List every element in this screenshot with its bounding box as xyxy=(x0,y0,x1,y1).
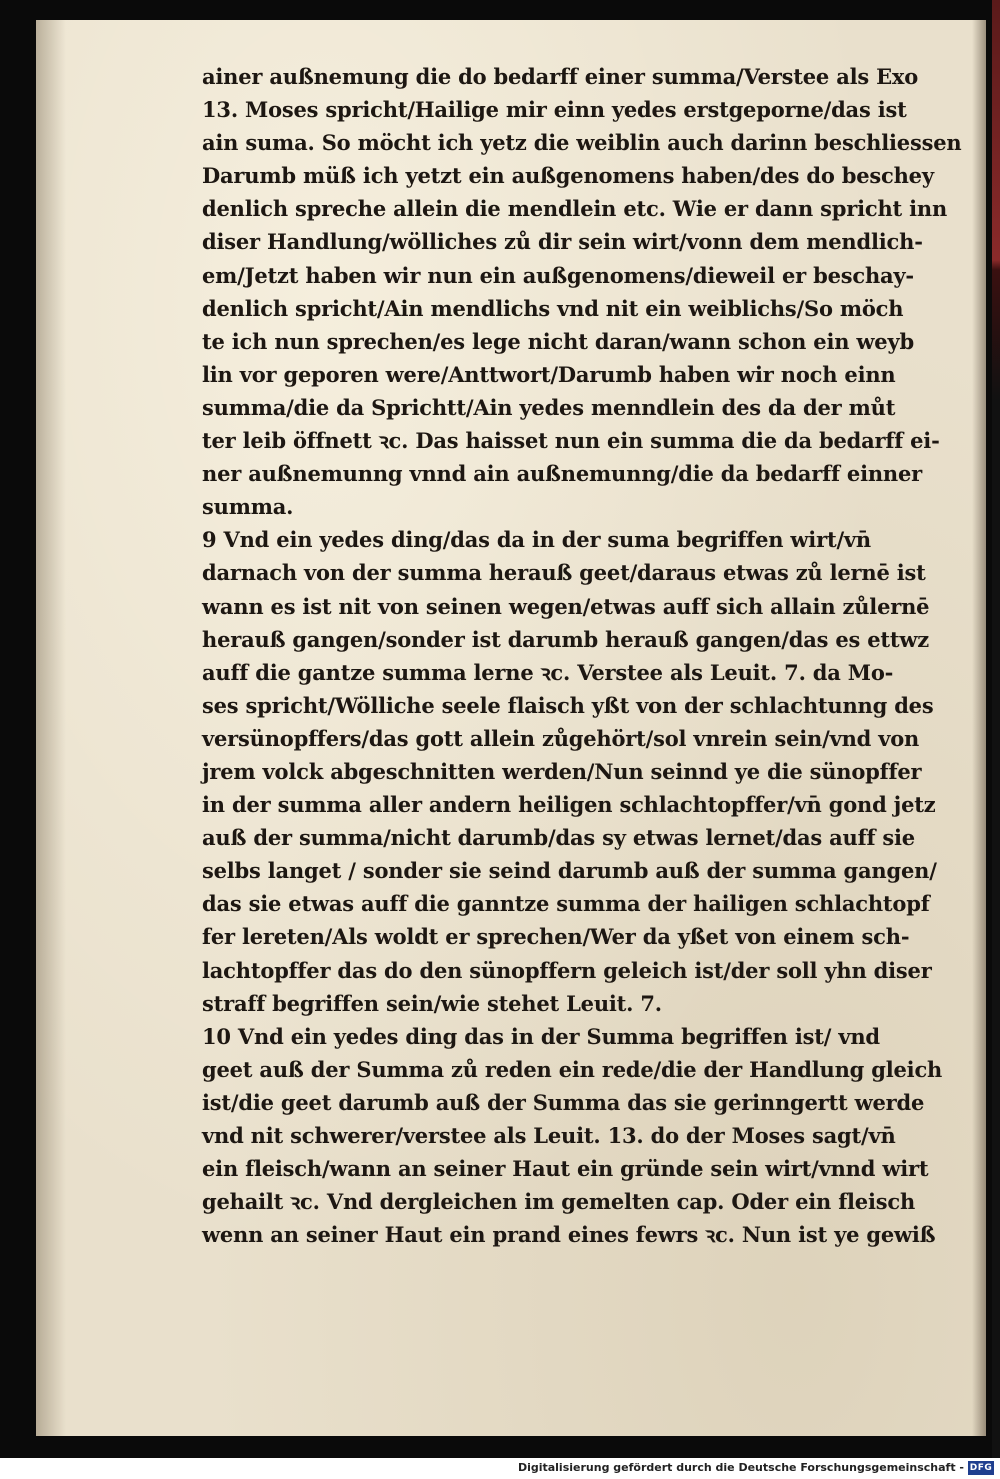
text-line: ner außnemunng vnnd ain außnemunng/die da bedarff einner xyxy=(202,461,923,487)
text-line: vnd nit schwerer/verstee als Leuit. 13. do der Moses sagt/vn̄ xyxy=(202,1123,896,1148)
text-line: 10 Vnd ein yedes ding das in der Summa begriffen ist/ vnd xyxy=(202,1023,880,1049)
text-line: ain suma. So möcht ich yetz die weiblin auch darinn beschliessen xyxy=(202,130,962,156)
page-gutter-shadow xyxy=(36,20,66,1436)
page-edge-shadow xyxy=(972,20,986,1436)
binding-strip xyxy=(992,0,1000,1458)
text-line: 13. Moses spricht/Hailige mir einn yedes erstgeporne/das ist xyxy=(202,97,907,123)
text-line: ist/die geet darumb auß der Summa das sie gerinngertt werde xyxy=(202,1089,925,1115)
footer-bar xyxy=(0,1458,1000,1479)
text-line: te ich nun sprechen/es lege nicht daran/wann schon ein weyb xyxy=(202,328,914,354)
text-line: summa/die da Sprichtt/Ain yedes menndlein des da der můt xyxy=(202,394,896,420)
text-line: wann es ist nit von seinen wegen/etwas auff sich allain zůlernē xyxy=(202,593,930,619)
text-line: straff begriffen sein/wie stehet Leuit. 7. xyxy=(202,990,662,1016)
text-line: auff die gantze summa lerne ꝛc. Verstee als Leuit. 7. da Mo- xyxy=(202,659,894,685)
text-line: in der summa aller andern heiligen schlachtopffer/vn̄ gond jetz xyxy=(202,792,936,818)
text-line: auß der summa/nicht darumb/das sy etwas lernet/das auff sie xyxy=(202,825,915,851)
text-line: summa. xyxy=(202,494,294,520)
text-line: das sie etwas auff die ganntze summa der hailigen schlachtopf xyxy=(202,891,930,917)
text-line: selbs langet / sonder sie seind darumb auß der summa gangen/ xyxy=(202,858,937,884)
text-line: gehailt ꝛc. Vnd dergleichen im gemelten cap. Oder ein fleisch xyxy=(202,1189,916,1215)
text-line: ein fleisch/wann an seiner Haut ein gründe sein wirt/vnnd wirt xyxy=(202,1156,929,1182)
text-line: wenn an seiner Haut ein prand eines fewrs ꝛc. Nun ist ye gewiß xyxy=(202,1222,936,1248)
text-line: ses spricht/Wölliche seele flaisch yßt von der schlachtunng des xyxy=(202,692,934,718)
text-line: darnach von der summa herauß geet/daraus etwas zů lernē ist xyxy=(202,560,926,586)
text-line: jrem volck abgeschnitten werden/Nun seinnd ye die sünopffer xyxy=(202,758,922,784)
text-line: fer lereten/Als woldt er sprechen/Wer da yßet von einem sch- xyxy=(202,924,910,950)
text-line: geet auß der Summa zů reden ein rede/die der Handlung gleich xyxy=(202,1056,943,1082)
text-line: lachtopffer das do den sünopffern geleich ist/der soll yhn diser xyxy=(202,957,932,983)
text-line: 9 Vnd ein yedes ding/das da in der suma begriffen wirt/vn̄ xyxy=(202,527,871,553)
text-line: denlich spricht/Ain mendlichs vnd nit ein weiblichs/So möch xyxy=(202,295,904,321)
text-line: em/Jetzt haben wir nun ein außgenomens/dieweil er beschay- xyxy=(202,262,914,288)
text-line: ter leib öffnett ꝛc. Das haisset nun ein summa die da bedarff ei- xyxy=(202,428,940,454)
text-block xyxy=(202,60,972,1251)
dfg-logo: DFG xyxy=(969,1463,993,1473)
text-line: Darumb müß ich yetzt ein außgenomens haben/des do beschey xyxy=(202,163,934,189)
text-line: versünopffers/das gott allein zůgehört/sol vnrein sein/vnd von xyxy=(202,725,920,751)
digitization-credit: Digitalisierung gefördert durch die Deutsche Forschungsgemeinschaft - xyxy=(517,1461,964,1474)
text-line: denlich spreche allein die mendlein etc. Wie er dann spricht inn xyxy=(202,196,948,222)
book-page xyxy=(36,20,986,1436)
text-line: lin vor geporen were/Anttwort/Darumb haben wir noch einn xyxy=(202,361,896,387)
text-line: herauß gangen/sonder ist darumb herauß gangen/das es ettwz xyxy=(202,626,929,652)
text-line: diser Handlung/wölliches zů dir sein wirt/vonn dem mendlich- xyxy=(202,229,923,255)
text-line: ainer außnemung die do bedarff einer summa/Verstee als Exo xyxy=(202,64,919,89)
